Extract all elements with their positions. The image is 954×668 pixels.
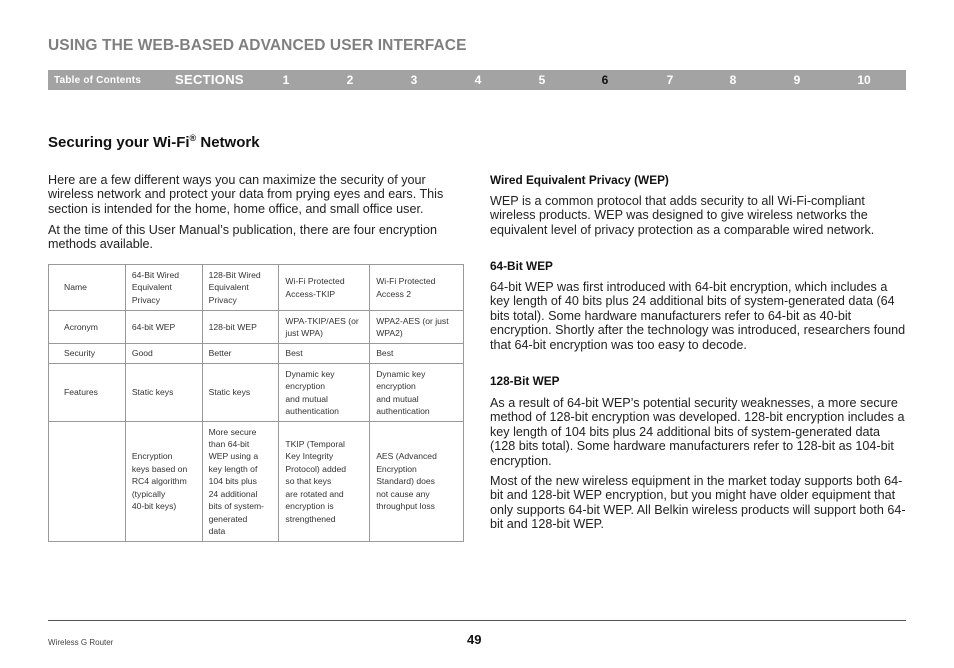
table-cell: AES (Advanced Encryption Standard) does not cause any throughput loss (370, 422, 464, 542)
section-heading-text: Securing your Wi-Fi (48, 134, 190, 151)
table-cell: Best (370, 344, 464, 364)
table-cell: Static keys (202, 364, 279, 422)
nav-section-4[interactable]: 4 (474, 73, 482, 87)
wep-heading: Wired Equivalent Privacy (WEP) (490, 173, 669, 187)
intro-paragraph: Here are a few different ways you can maximize the security of your wireless network and protect your data from prying eyes and ears. This section is intended for the home, home office, and small office user. (48, 173, 444, 216)
128bit-wep-paragraph-2: Most of the new wireless equipment in the market today supports both 64-bit and 128-bit WEP encryption, but you might have older equipment that only supports 64-bit WEP. All Belkin wireless products will support both 64-bit and 128-bit WEP. (490, 474, 906, 532)
section-nav-bar (48, 70, 906, 90)
table-cell: Features (49, 364, 126, 422)
table-row-acronym (49, 311, 464, 344)
table-cell: 128-bit WEP (202, 311, 279, 344)
table-of-contents-link[interactable]: Table of Contents (54, 75, 142, 86)
table-cell: TKIP (Temporal Key Integrity Protocol) added so that keys are rotated and encryption is strengthened (279, 422, 370, 542)
table-cell: Dynamic key encryption and mutual authentication (279, 364, 370, 422)
nav-section-5[interactable]: 5 (538, 73, 546, 87)
table-row-details (49, 422, 464, 542)
nav-section-8[interactable]: 8 (729, 73, 737, 87)
table-cell: Static keys (125, 364, 202, 422)
page-number: 49 (467, 632, 482, 647)
table-cell: WPA-TKIP/AES (or just WPA) (279, 311, 370, 344)
table-row-features (49, 364, 464, 422)
table-cell: Security (49, 344, 126, 364)
table-cell: Best (279, 344, 370, 364)
64bit-wep-heading: 64-Bit WEP (490, 259, 553, 273)
nav-section-9[interactable]: 9 (793, 73, 801, 87)
table-cell: WPA2-AES (or just WPA2) (370, 311, 464, 344)
table-cell: 64-bit WEP (125, 311, 202, 344)
table-cell: Dynamic key encryption and mutual authentication (370, 364, 464, 422)
nav-section-3[interactable]: 3 (410, 73, 418, 87)
64bit-wep-paragraph: 64-bit WEP was first introduced with 64-bit encryption, which includes a key length of 40 bits plus 24 additional bits of system-generated data (64 bits total). Some hardware manufacturers refer to 64-bit as 40-bit encryption. Shortly after the technology was introduced, researchers found that 64-bit encryption was too easy to decode. (490, 280, 906, 352)
table-cell: Name (49, 265, 126, 311)
table-cell: Encryption keys based on RC4 algorithm (typically 40-bit keys) (125, 422, 202, 542)
chapter-title: USING THE WEB-BASED ADVANCED USER INTERFACE (48, 37, 467, 54)
table-row-security (49, 344, 464, 364)
table-cell: Wi-Fi Protected Access-TKIP (279, 265, 370, 311)
table-cell (49, 422, 126, 542)
encryption-methods-paragraph: At the time of this User Manual’s publication, there are four encryption methods available. (48, 223, 437, 252)
128bit-wep-heading: 128-Bit WEP (490, 374, 560, 388)
nav-section-6[interactable]: 6 (601, 73, 609, 87)
footer-divider (48, 620, 906, 621)
section-heading-suffix: Network (196, 134, 260, 151)
table-cell: More secure than 64-bit WEP using a key length of 104 bits plus 24 additional bits of system- generated data (202, 422, 279, 542)
table-cell: Wi-Fi Protected Access 2 (370, 265, 464, 311)
nav-section-10[interactable]: 10 (857, 73, 871, 87)
nav-section-1[interactable]: 1 (282, 73, 290, 87)
nav-section-7[interactable]: 7 (666, 73, 674, 87)
footer-product-name: Wireless G Router (48, 638, 114, 647)
128bit-wep-paragraph-1: As a result of 64-bit WEP’s potential security weaknesses, a more secure method of 128-bit encryption was developed. 128-bit encryption includes a key length of 104 bits plus 24 additional bits of system-generated data (128 bits total). Some hardware manufacturers refer to 128-bit as 104-bit encryption. (490, 396, 905, 468)
table-cell: Acronym (49, 311, 126, 344)
table-row-name (49, 265, 464, 311)
registered-mark: ® (189, 133, 197, 143)
table-cell: 128-Bit Wired Equivalent Privacy (202, 265, 279, 311)
section-heading (48, 133, 260, 151)
table-cell: Good (125, 344, 202, 364)
sections-label: SECTIONS (175, 72, 244, 87)
table-cell: Better (202, 344, 279, 364)
table-cell: 64-Bit Wired Equivalent Privacy (125, 265, 202, 311)
wep-paragraph: WEP is a common protocol that adds security to all Wi-Fi-compliant wireless products. WEP was designed to give wireless networks the equivalent level of privacy protection as a comparable wired network. (490, 194, 875, 237)
nav-section-2[interactable]: 2 (346, 73, 354, 87)
encryption-comparison-table (48, 264, 464, 542)
